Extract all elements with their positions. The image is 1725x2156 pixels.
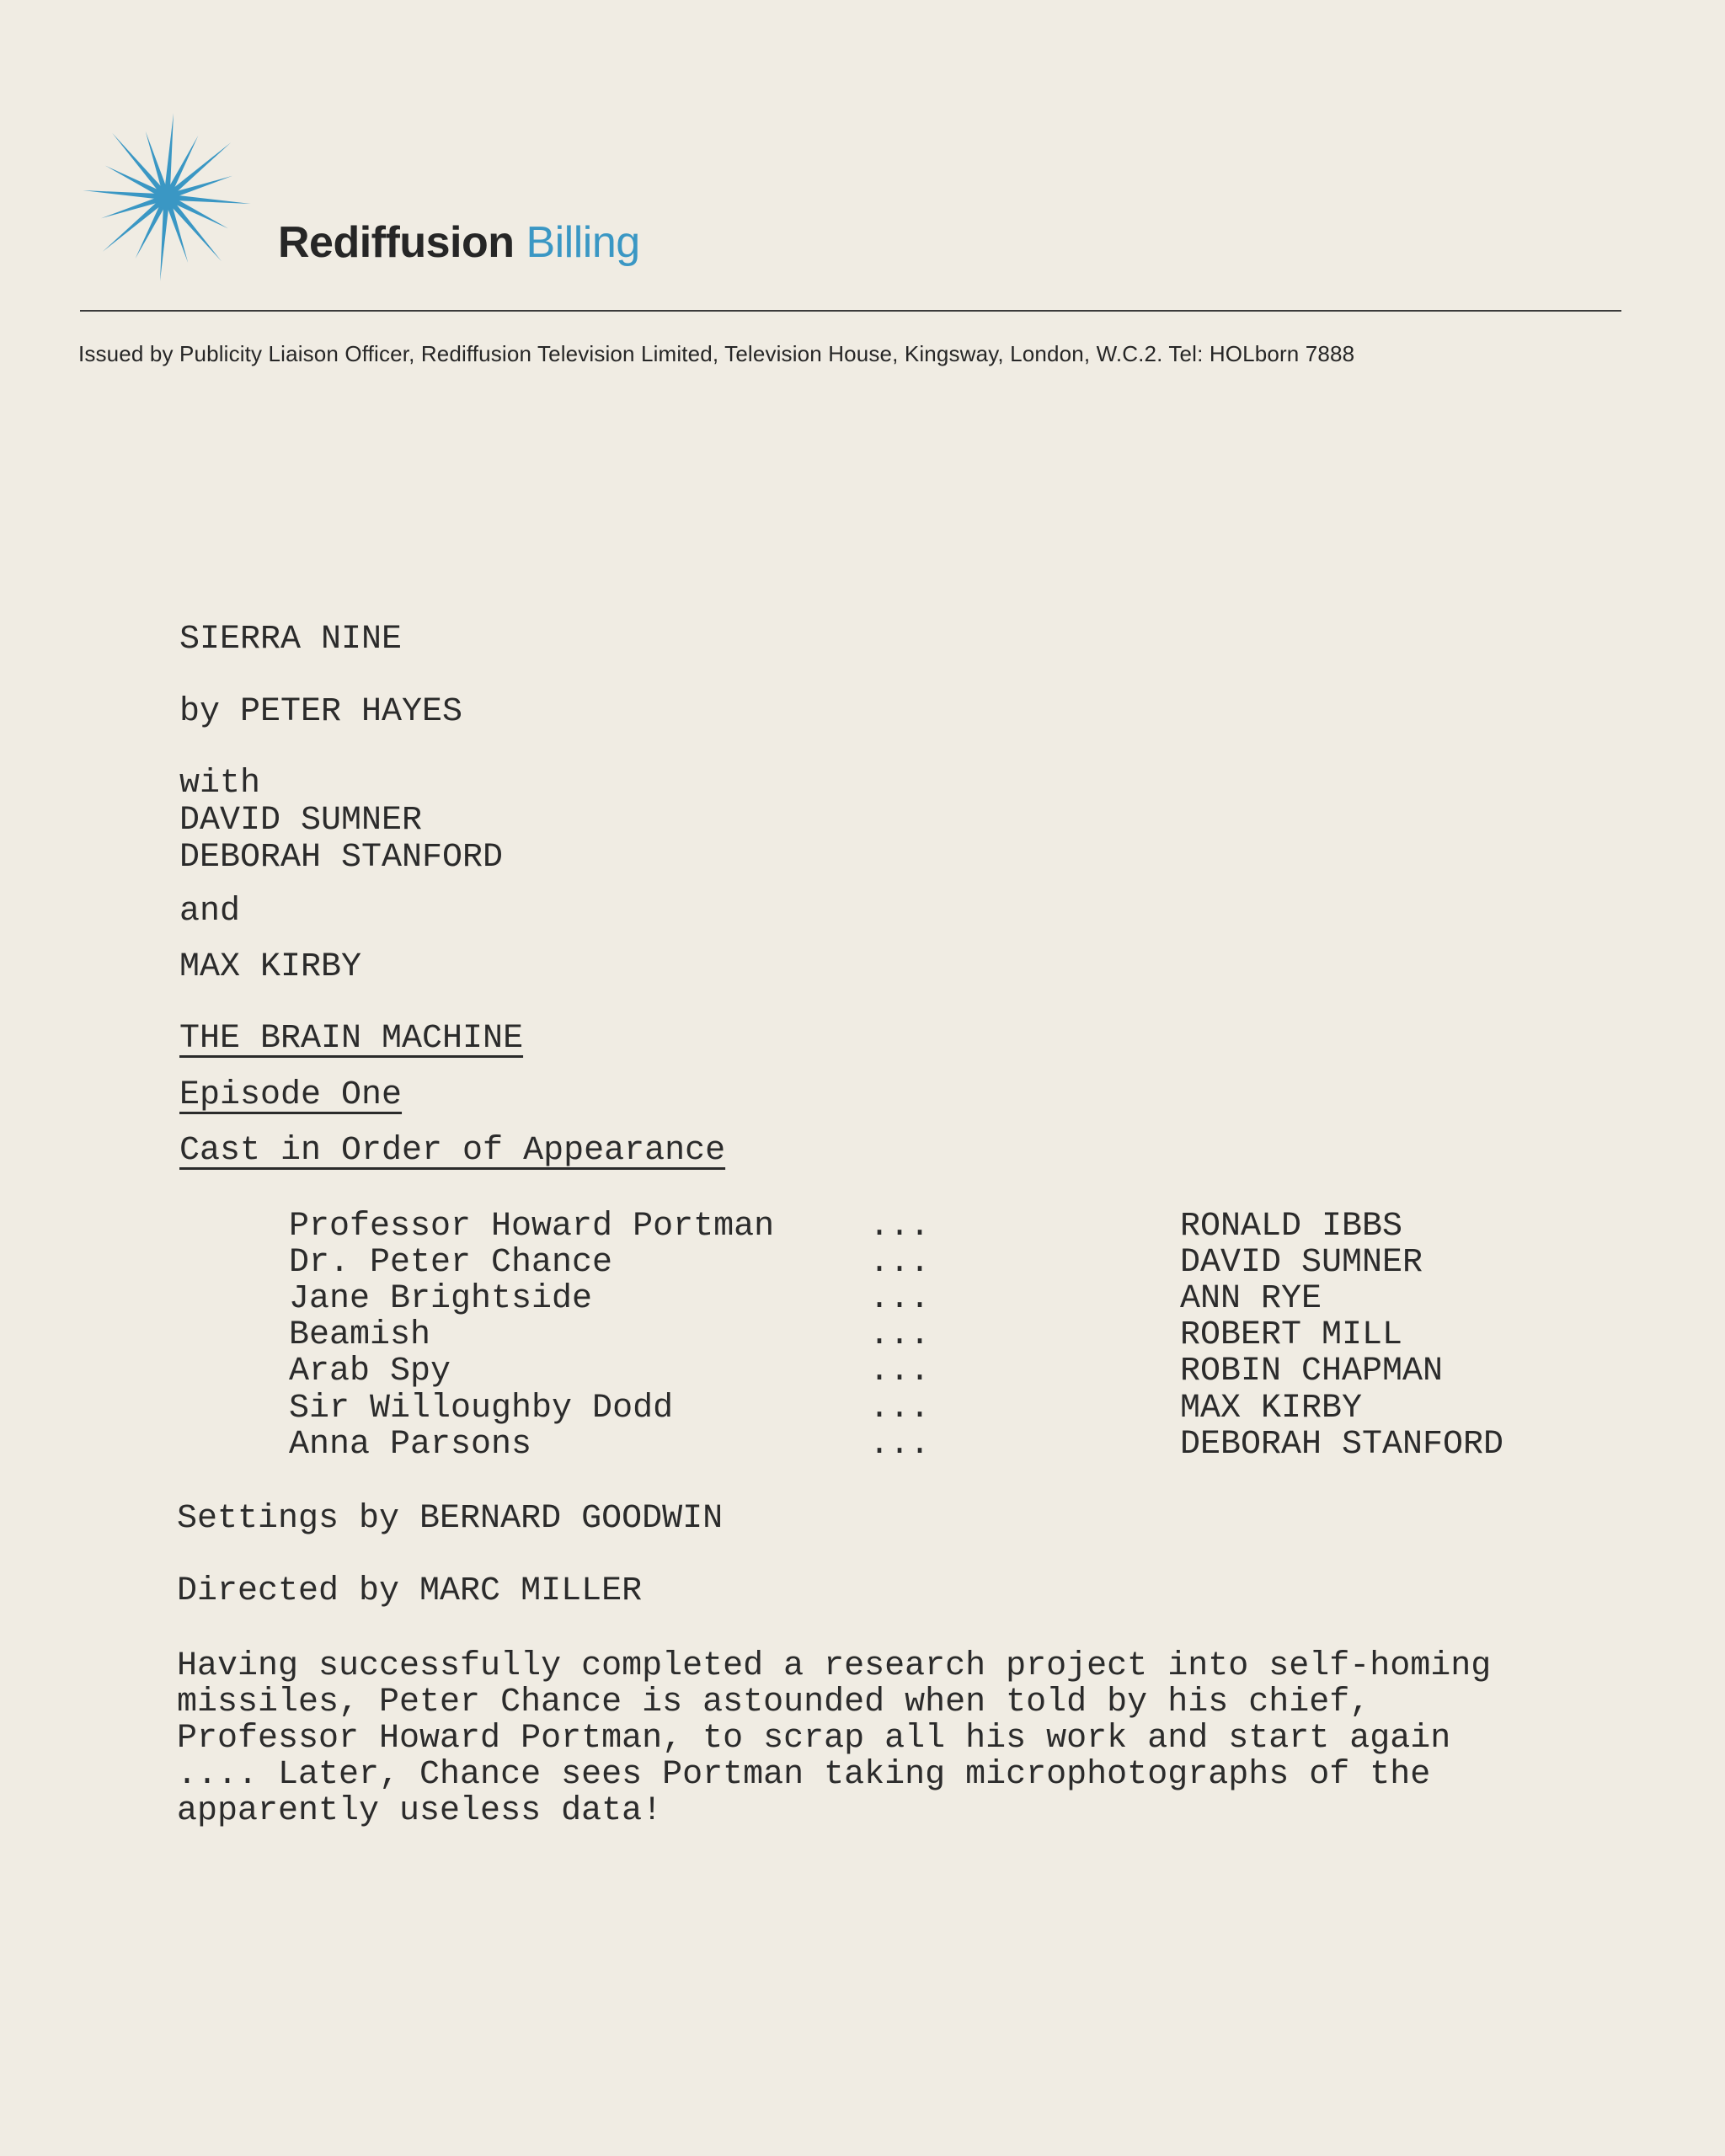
cast-row bbox=[0, 1280, 1725, 1320]
starburst-icon bbox=[81, 111, 253, 283]
cast-role: Dr. Peter Chance bbox=[289, 1244, 613, 1282]
synopsis-paragraph: Having successfully completed a research project into self-homing missiles, Peter Chance is astounded when told by his chief, Professor Howard Portman, to scrap all his work and start again .... Later, Chance sees Portman taking microphotographs of the apparently useless data! bbox=[177, 1647, 1492, 1830]
cast-row bbox=[0, 1210, 1725, 1247]
cast-row bbox=[0, 1316, 1725, 1356]
cast-row bbox=[0, 1428, 1725, 1465]
cast-dots: ... bbox=[869, 1426, 931, 1464]
cast-actor: ROBERT MILL bbox=[1180, 1316, 1403, 1354]
star-name: DEBORAH STANFORD bbox=[179, 839, 504, 877]
cast-dots: ... bbox=[869, 1390, 931, 1428]
cast-actor: DAVID SUMNER bbox=[1180, 1244, 1423, 1282]
cast-actor: RONALD IBBS bbox=[1180, 1208, 1403, 1246]
cast-row bbox=[0, 1392, 1725, 1429]
cast-role: Arab Spy bbox=[289, 1353, 451, 1390]
and-label: and bbox=[179, 893, 241, 931]
settings-credit: Settings by BERNARD GOODWIN bbox=[177, 1500, 724, 1538]
cast-role: Jane Brightside bbox=[289, 1280, 593, 1318]
brand-name: Rediffusion bbox=[278, 218, 515, 267]
cast-dots: ... bbox=[869, 1208, 931, 1246]
cast-dots: ... bbox=[869, 1244, 931, 1282]
series-title: SIERRA NINE bbox=[179, 621, 403, 659]
cast-heading: Cast in Order of Appearance bbox=[179, 1132, 726, 1170]
cast-dots: ... bbox=[869, 1280, 931, 1318]
cast-role: Professor Howard Portman bbox=[289, 1208, 775, 1246]
brand-suffix: Billing bbox=[526, 218, 640, 267]
with-label: with bbox=[179, 765, 261, 803]
issued-by-line: Issued by Publicity Liaison Officer, Rediffusion Television Limited, Television House, Kingsway, London, W.C.2. Tel: HOLborn 7888 bbox=[78, 341, 1355, 366]
cast-dots: ... bbox=[869, 1353, 931, 1390]
cast-row bbox=[0, 1355, 1725, 1392]
director-credit: Directed by MARC MILLER bbox=[177, 1572, 643, 1610]
cast-actor: MAX KIRBY bbox=[1180, 1390, 1363, 1428]
cast-dots: ... bbox=[869, 1316, 931, 1354]
story-title: THE BRAIN MACHINE bbox=[179, 1020, 524, 1058]
cast-role: Anna Parsons bbox=[289, 1426, 532, 1464]
header-rule bbox=[80, 310, 1621, 312]
cast-row bbox=[0, 1246, 1725, 1283]
special-star-name: MAX KIRBY bbox=[179, 948, 362, 986]
cast-actor: ANN RYE bbox=[1180, 1280, 1322, 1318]
star-name: DAVID SUMNER bbox=[179, 802, 423, 840]
cast-role: Sir Willoughby Dodd bbox=[289, 1390, 674, 1428]
cast-actor: ROBIN CHAPMAN bbox=[1180, 1353, 1444, 1390]
cast-actor: DEBORAH STANFORD bbox=[1180, 1426, 1504, 1464]
author-line: by PETER HAYES bbox=[179, 693, 463, 731]
cast-role: Beamish bbox=[289, 1316, 431, 1354]
letterhead-brand bbox=[278, 218, 640, 267]
episode-label: Episode One bbox=[179, 1076, 403, 1114]
